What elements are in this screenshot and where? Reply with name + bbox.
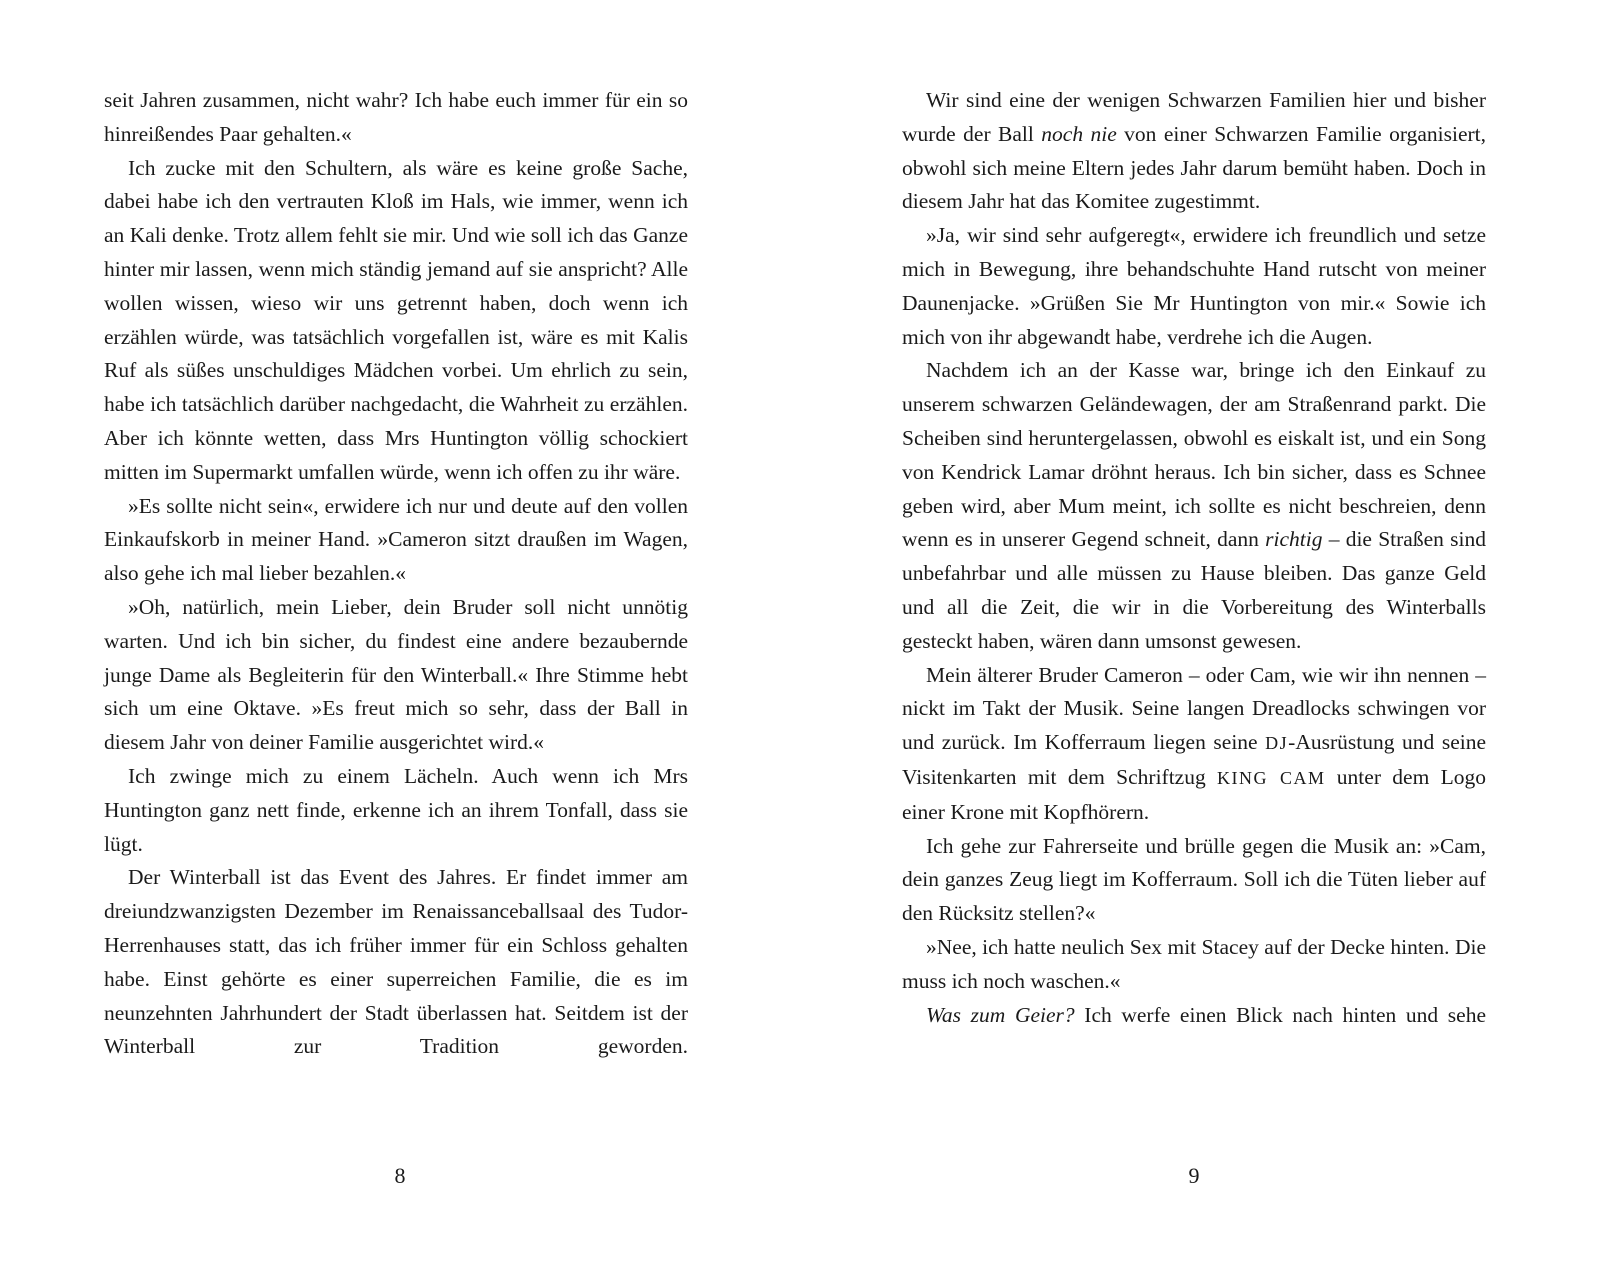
text-run: Nachdem ich an der Kasse war, bringe ich den Einkauf zu unserem schwarzen Geländewagen, der am Straßenrand parkt. Die Scheiben sind heruntergelassen, obwohl es eiskalt ist, und ein Song von Kendrick Lamar dröhnt heraus. Ich bin sicher, dass es Schnee geben wird, aber Mum meint, ich sollte es nicht beschreien, denn wenn es in unserer Gegend schneit, dann — [902, 358, 1486, 552]
paragraph: »Oh, natürlich, mein Lieber, dein Bruder soll nicht unnötig warten. Und ich bin sicher, du findest eine andere bezaubernde junge Dame als Begleiterin für den Winterball.« Ihre Stimme hebt sich um eine Oktave. »Es freut mich so sehr, dass der Ball in diesem Jahr von deiner Familie ausgerichtet wird.« — [104, 594, 688, 755]
emphasis: noch nie — [1041, 121, 1117, 146]
right-page — [902, 84, 1486, 1032]
paragraph — [902, 999, 1486, 1033]
paragraph: »Es sollte nicht sein«, erwidere ich nur und deute auf den vollen Einkaufskorb in meiner Hand. »Cameron sitzt draußen im Wagen, also gehe ich mal lieber bezahlen.« — [104, 493, 688, 586]
paragraph: Ich gehe zur Fahrerseite und brülle gegen die Musik an: »Cam, dein ganzes Zeug liegt im Kofferraum. Soll ich die Tüten lieber auf den Rücksitz stellen?« — [902, 833, 1486, 926]
text-run: -Ausrüstung und seine Visitenkarten mit dem Schriftzug — [902, 730, 1486, 789]
paragraph — [902, 84, 1486, 219]
text-run: Ich werfe einen Blick nach hinten und sehe — [1074, 1002, 1486, 1027]
paragraph: seit Jahren zusammen, nicht wahr? Ich habe euch immer für ein so hinreißendes Paar gehalten.« — [104, 88, 688, 146]
text-run: Mein älterer Bruder Cameron – oder Cam, wie wir ihn nennen – nickt im Takt der Musik. Seine langen Dreadlocks schwingen vor und zurück. Im Kofferraum liegen seine — [902, 662, 1486, 755]
text-run: von einer Schwarzen Familie organisiert, obwohl sich meine Eltern jedes Jahr darum bemüht haben. Doch in diesem Jahr hat das Komitee zugestimmt. — [902, 121, 1487, 214]
paragraph: Der Winterball ist das Event des Jahres. Er findet immer am dreiundzwanzigsten Dezember im Renaissanceballsaal des Tudor-Herrenhauses statt, das ich früher immer für ein Schloss gehalten habe. Einst gehörte es einer superreichen Familie, die es im neunzehnten Jahrhundert der Stadt überlassen hat. Seitdem ist der Winterball zur Tradition geworden. — [104, 865, 688, 1059]
text-run: unter dem Logo einer Krone mit Kopfhörern. — [902, 764, 1486, 824]
emphasis: Was zum Geier? — [926, 1002, 1075, 1027]
page-number: 9 — [1188, 1163, 1200, 1188]
paragraph — [902, 354, 1486, 658]
page-number: 8 — [394, 1163, 406, 1188]
small-caps: KING CAM — [1217, 767, 1326, 788]
text-run: Wir sind eine der wenigen Schwarzen Familien hier und bisher wurde der Ball — [902, 88, 1486, 146]
small-caps: DJ — [1265, 733, 1289, 754]
paragraph — [902, 659, 1486, 830]
paragraph: »Nee, ich hatte neulich Sex mit Stacey auf der Decke hinten. Die muss ich noch waschen.« — [902, 934, 1486, 993]
paragraph: Ich zwinge mich zu einem Lächeln. Auch wenn ich Mrs Huntington ganz nett finde, erkenne ich an ihrem Tonfall, dass sie lügt. — [104, 763, 688, 856]
text-run: – die Straßen sind unbefahrbar und alle müssen zu Hause bleiben. Das ganze Geld und all die Zeit, die wir in die Vorbereitung des Winterballs gesteckt haben, wären dann umsonst gewesen. — [902, 527, 1486, 653]
left-page — [104, 84, 688, 1064]
paragraph: Ich zucke mit den Schultern, als wäre es keine große Sache, dabei habe ich den vertrauten Kloß im Hals, wie immer, wenn ich an Kali denke. Trotz allem fehlt sie mir. Und wie soll ich das Ganze hinter mir lassen, wenn mich ständig jemand auf sie anspricht? Alle wollen wissen, wieso wir uns getrennt haben, doch wenn ich erzählen würde, was tatsächlich vorgefallen ist, wäre es mit Kalis Ruf als süßes unschuldiges Mädchen vorbei. Um ehrlich zu sein, habe ich tatsächlich darüber nachgedacht, die Wahrheit zu erzählen. Aber ich könnte wetten, dass Mrs Huntington völlig schockiert mitten im Supermarkt umfallen würde, wenn ich offen zu ihr wäre. — [104, 155, 688, 484]
emphasis: richtig — [1265, 527, 1323, 552]
paragraph: »Ja, wir sind sehr aufgeregt«, erwidere ich freundlich und setze mich in Bewegung, ihre behandschuhte Hand rutscht von meiner Daunenjacke. »Grüßen Sie Mr Huntington von mir.« Sowie ich mich von ihr abgewandt habe, verdrehe ich die Augen. — [902, 223, 1486, 349]
